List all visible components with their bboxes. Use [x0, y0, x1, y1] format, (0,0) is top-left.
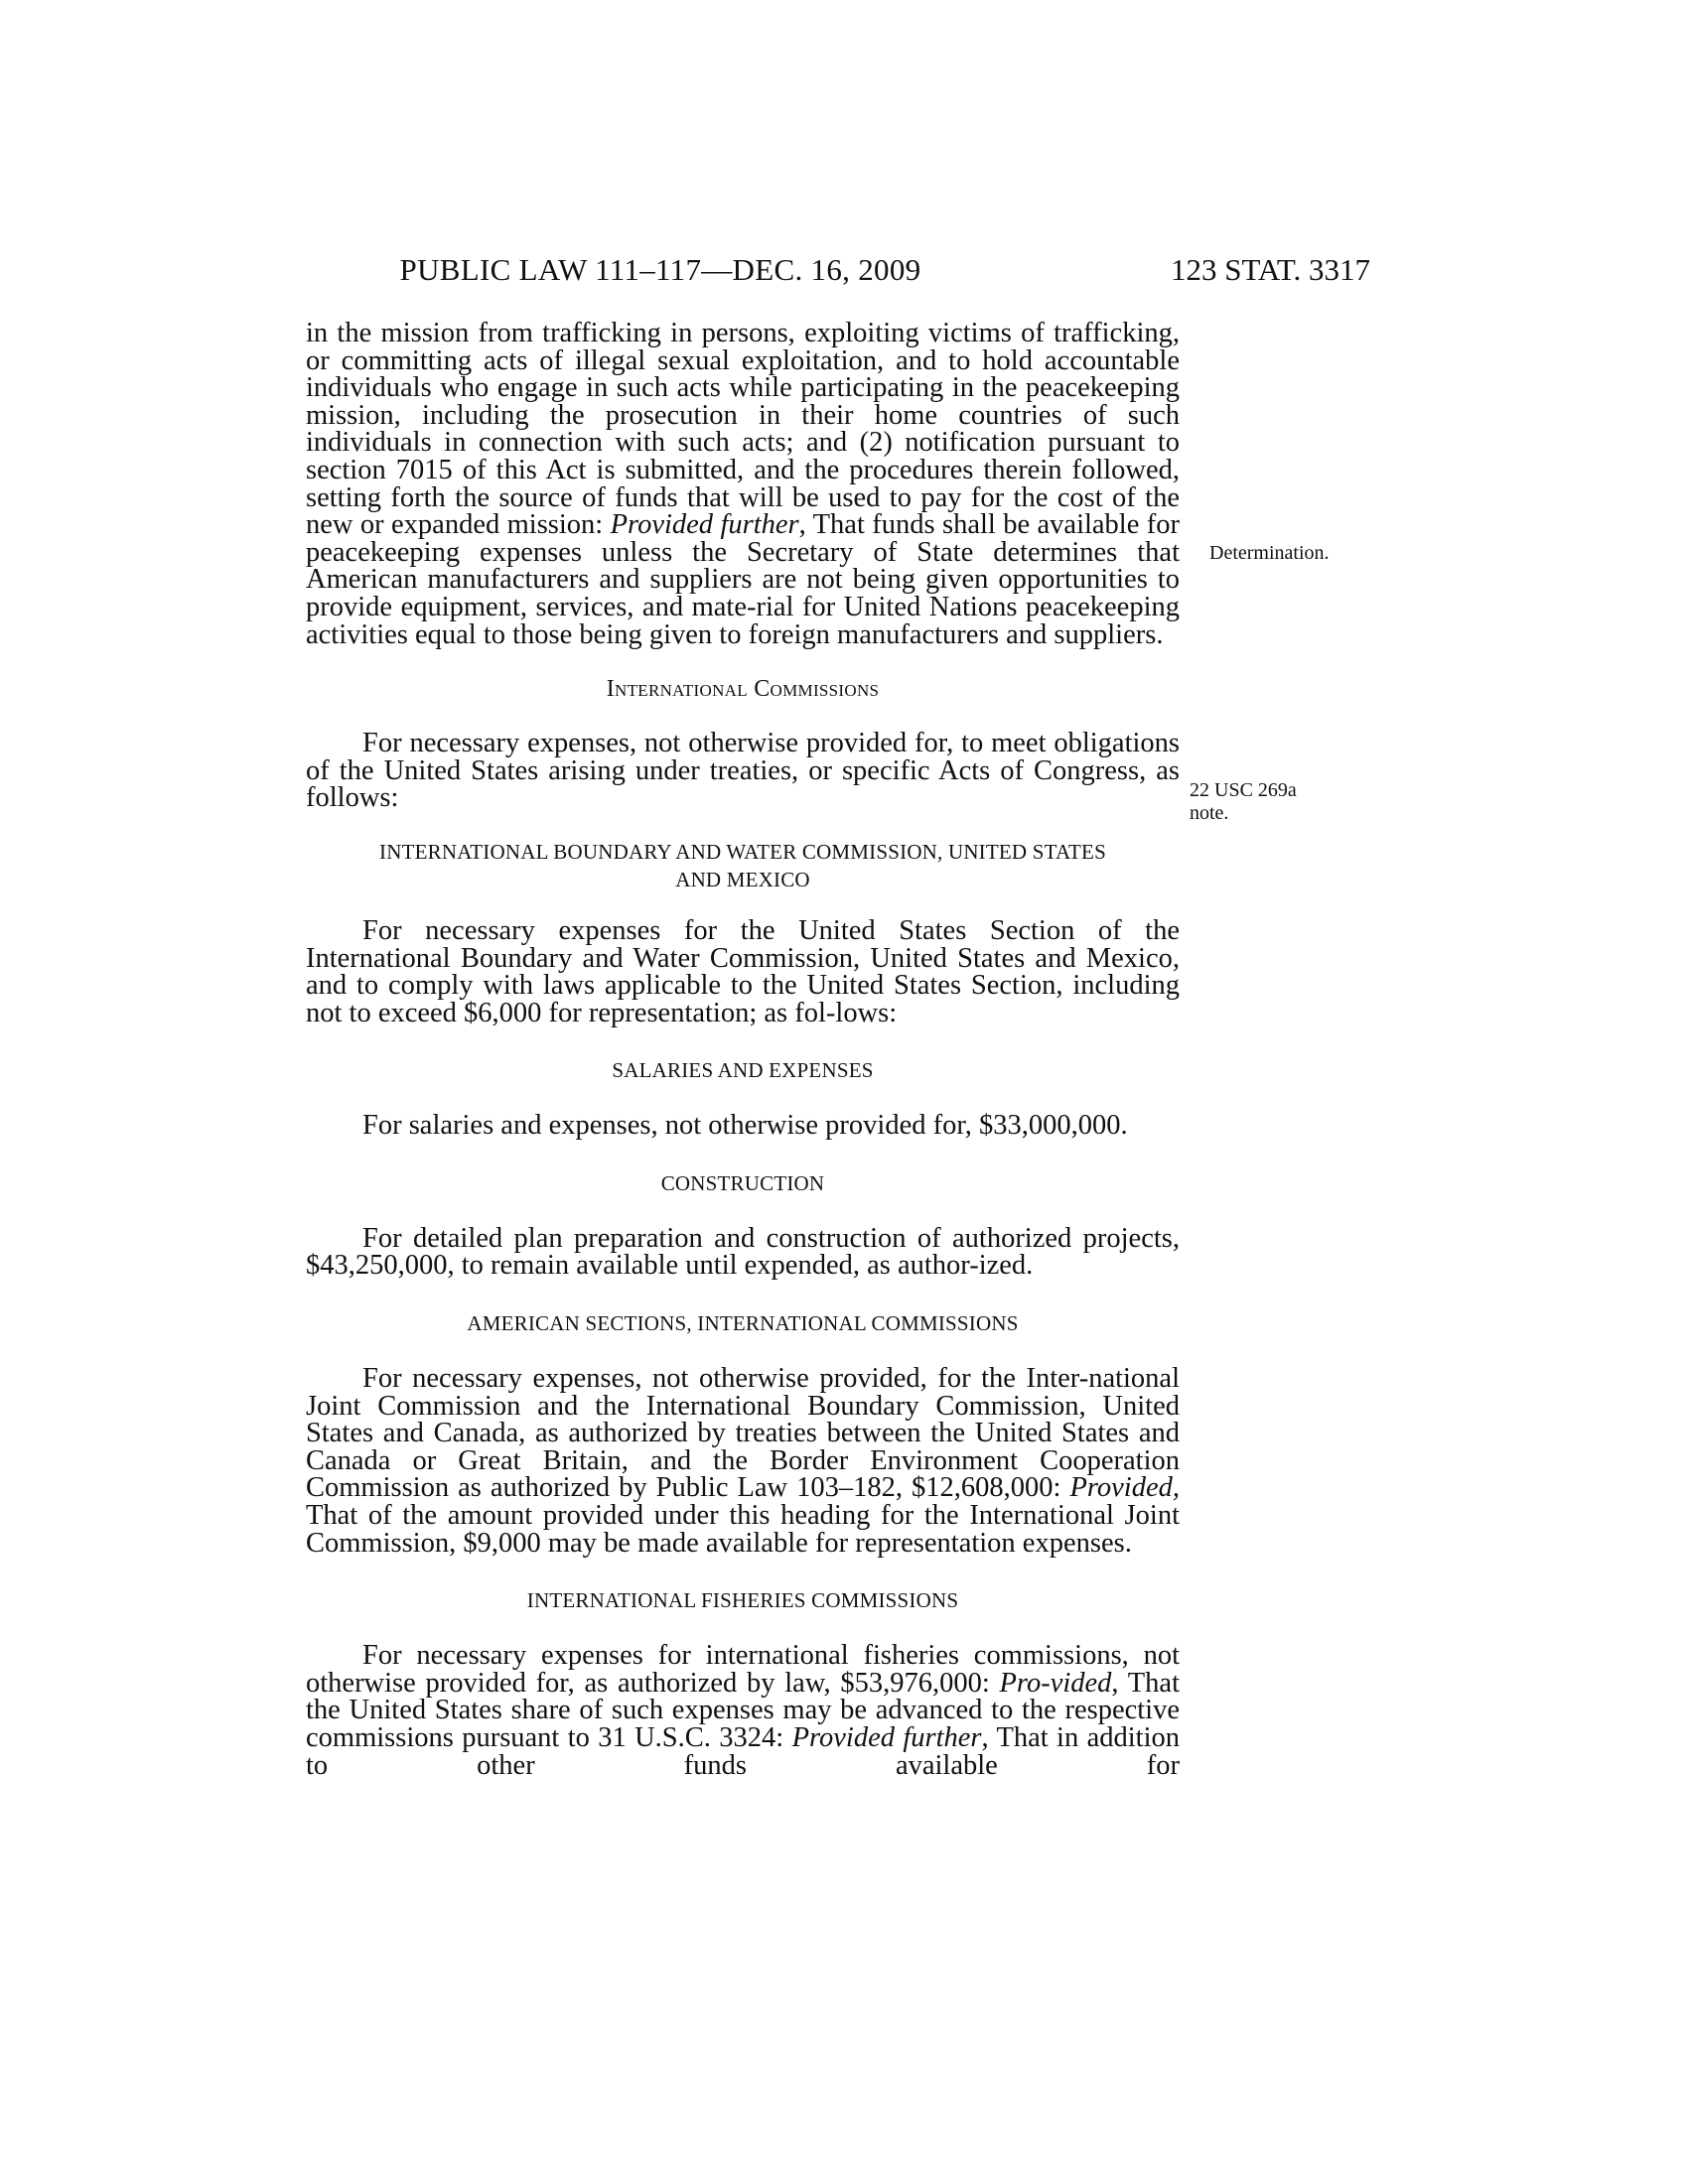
heading-international-commissions: International Commissions	[606, 676, 880, 703]
paragraph-text: For necessary expenses, not otherwise provided, for the Inter-national Joint Commission and the International Boundary Commission, United States and Canada, as authorized by treaties between the United States and Canada or Great Britain, and the Border Environment Cooperation Commission as authorized by Public Law 103–182, $12,608,000:	[306, 1363, 1180, 1504]
heading-fisheries-commissions: INTERNATIONAL FISHERIES COMMISSIONS	[526, 1588, 959, 1613]
italic-proviso: Provided further	[791, 1722, 982, 1753]
page-header-title: PUBLIC LAW 111–117—DEC. 16, 2009	[399, 252, 921, 287]
paragraph-text: That of the amount provided under this heading for the International Joint Commission, $9,000 may be made available for representation expenses.	[306, 1500, 1180, 1559]
margin-note-usc-line1: 22 USC 269a	[1190, 779, 1297, 801]
paragraph-construction: For detailed plan preparation and construction of authorized projects, $43,250,000, to remain available until expended, as author-ized.	[306, 1222, 1180, 1282]
paragraph-text: , That funds shall be available for peacekeeping expenses unless the Secretary of State determines that American manufacturers and suppliers are not being given opportunities to provide equipment, services, and mate-rial for United Nations peacekeeping activities equal to those being given to foreign manufacturers and suppliers.	[306, 509, 1181, 650]
paragraph-text: in the mission from trafficking in persons, exploiting victims of trafficking, or committing acts of illegal sexual exploitation, and to hold accountable individuals who engage in such acts while participating in the peacekeeping mission, including the prosecution in their home countries of such individuals in connection with such acts; and (2) notification pursuant to section 7015 of this Act is submitted, and the procedures therein followed, setting forth the source of funds that will be used to pay for the cost of the new or expanded mission:	[306, 318, 1180, 541]
page-header-stat-citation: 123 STAT. 3317	[1170, 252, 1370, 287]
paragraph-text: For necessary expenses for international fisheries commissions, not otherwise provided for, as authorized by law, $53,976,000:	[306, 1640, 1180, 1699]
paragraph-text: , That the United States share of such expenses may be advanced to the respective commissions pursuant to 31 U.S.C. 3324:	[306, 1667, 1180, 1753]
paragraph-ibwc: For necessary expenses for the United States Section of the International Boundary and Water Commission, United States and Mexico, and to comply with laws applicable to the United States Section, including not to exceed $6,000 for representation; as fol-lows:	[306, 914, 1180, 1028]
heading-salaries-and-expenses: SALARIES AND EXPENSES	[612, 1058, 874, 1083]
margin-note-determination: Determination.	[1209, 542, 1330, 564]
italic-proviso: Provided,	[1069, 1472, 1180, 1504]
paragraph-peacekeeping-continuation	[306, 320, 1180, 648]
paragraph-fisheries	[306, 1642, 1180, 1779]
body-text-column	[306, 320, 1180, 1779]
paragraph-salaries: For salaries and expenses, not otherwise provided for, $33,000,000.	[362, 1110, 1128, 1142]
paragraph-text: , That in addition to other funds available for	[306, 1722, 1180, 1781]
heading-ibwc-line1: INTERNATIONAL BOUNDARY AND WATER COMMISSION, UNITED STATES	[379, 839, 1106, 864]
paragraph-american-sections	[306, 1365, 1180, 1557]
running-head	[298, 252, 1370, 288]
margin-note-usc-line2: note.	[1190, 802, 1229, 824]
heading-american-sections: AMERICAN SECTIONS, INTERNATIONAL COMMISSIONS	[467, 1311, 1019, 1336]
heading-ibwc-line2: AND MEXICO	[675, 867, 810, 891]
paragraph-intl-commissions: For necessary expenses, not otherwise provided for, to meet obligations of the United States arising under treaties, or specific Acts of Congress, as follows:	[306, 728, 1180, 814]
heading-construction: CONSTRUCTION	[660, 1170, 825, 1195]
italic-proviso: Provided further	[610, 509, 799, 541]
italic-proviso: Pro-vided	[999, 1667, 1112, 1699]
